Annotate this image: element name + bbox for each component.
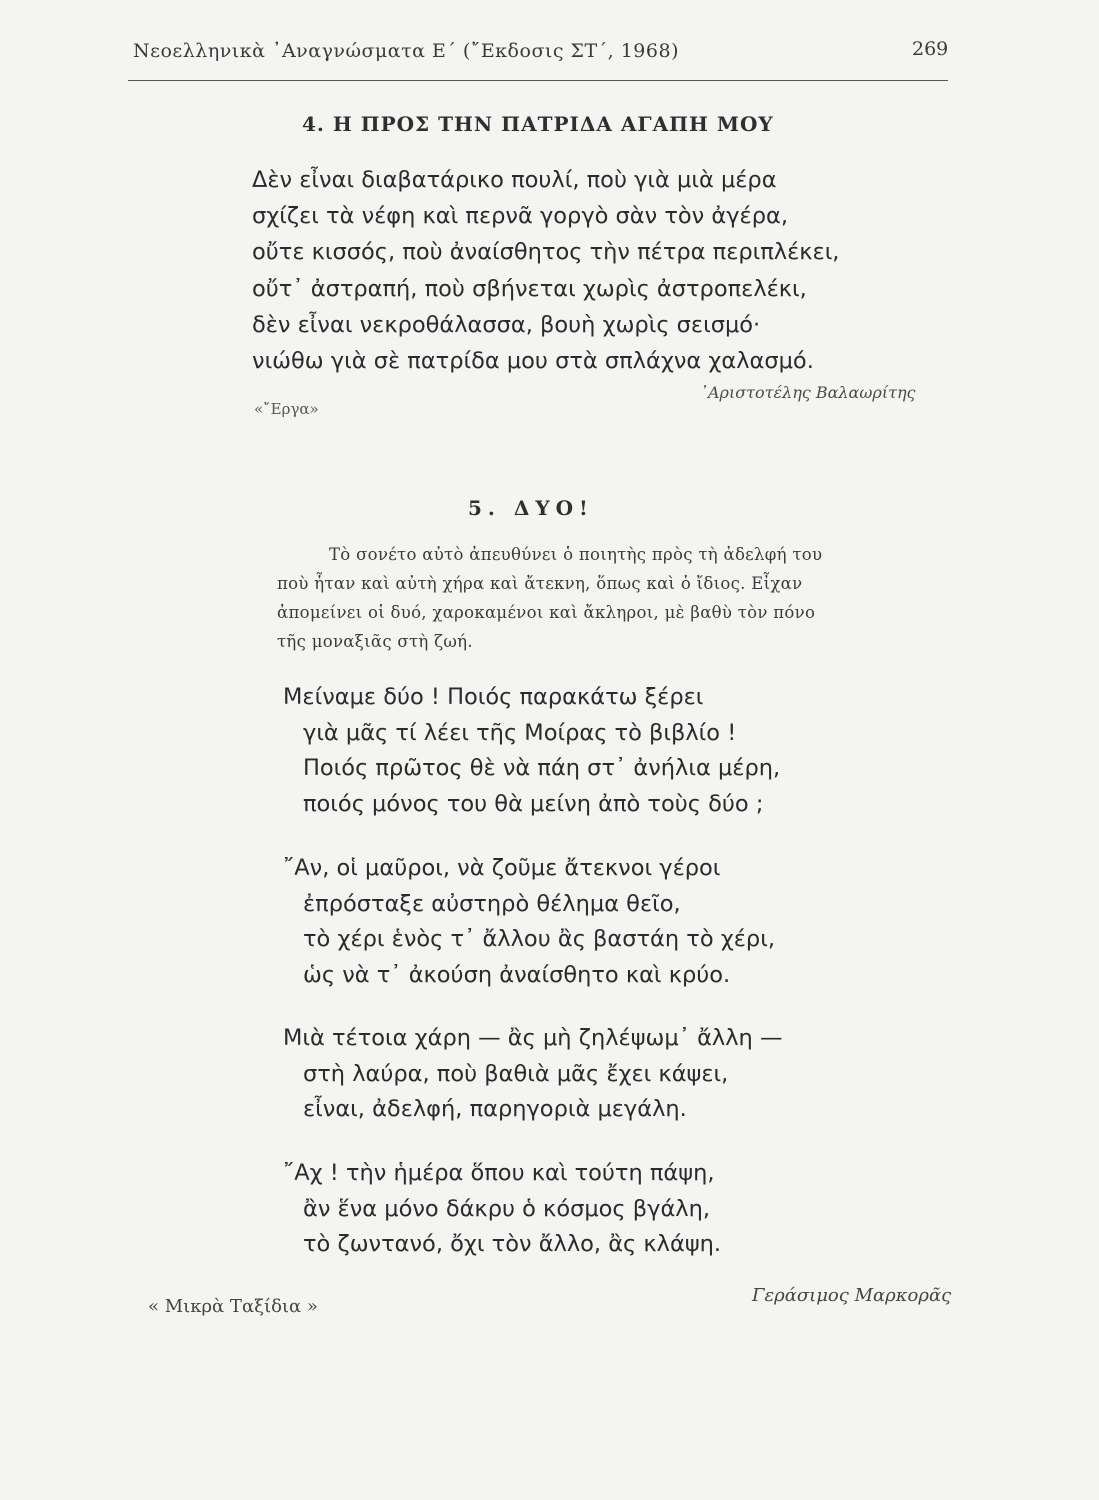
- poem-2-author: Γεράσιμος Μαρκορᾶς: [752, 1285, 952, 1306]
- poem-1-line: δὲν εἶναι νεκροθάλασσα, βουὴ χωρὶς σεισμό·: [252, 311, 761, 338]
- poem-2-line: στὴ λαύρα, ποὺ βαθιὰ μᾶς ἔχει κάψει,: [303, 1060, 729, 1087]
- poem-2-line: ποιός μόνος του θὰ μείνη ἀπὸ τοὺς δύο ;: [303, 790, 764, 817]
- stanza-2: [283, 851, 775, 993]
- poem-1-body: [252, 162, 839, 379]
- page-number: 269: [912, 38, 949, 60]
- poem-1-line: σχίζει τὰ νέφη καὶ περνᾶ γοργὸ σὰν τὸν ἀγέρα,: [252, 203, 788, 230]
- stanza-1: [283, 680, 780, 822]
- poem-2-line: εἶναι, ἀδελφή, παρηγοριὰ μεγάλη.: [303, 1096, 687, 1122]
- poem-2-line: ῎Αχ ! τὴν ἡμέρα ὅπου καὶ τούτη πάψη,: [283, 1160, 715, 1186]
- poem-1-line: νιώθω γιὰ σὲ πατρίδα μου στὰ σπλάχνα χαλασμό.: [252, 348, 814, 375]
- poem-1-line: οὔτ᾿ ἀστραπή, ποὺ σβήνεται χωρὶς ἀστροπελέκι,: [252, 275, 807, 302]
- poem-2-line: τὸ ζωντανό, ὄχι τὸν ἄλλο, ἂς κλάψη.: [303, 1231, 722, 1257]
- poem-1-line: οὔτε κισσός, ποὺ ἀναίσθητος τὴν πέτρα περιπλέκει,: [252, 239, 840, 266]
- stanza-3: [283, 1021, 782, 1128]
- poem-2-line: Μιὰ τέτοια χάρη — ἂς μὴ ζηλέψωμ᾿ ἄλλη —: [283, 1025, 783, 1051]
- poem-2-line: ἂν ἕνα μόνο δάκρυ ὁ κόσμος βγάλη,: [303, 1195, 711, 1222]
- poem-2-line: ἐπρόσταξε αὐστηρὸ θέλημα θεῖο,: [303, 890, 681, 917]
- stanza-4: [283, 1156, 721, 1263]
- poem-2-line: γιὰ μᾶς τί λέει τῆς Μοίρας τὸ βιβλίο !: [303, 719, 737, 746]
- poem-2-line: ῎Αν, οἱ μαῦροι, νὰ ζοῦμε ἄτεκνοι γέροι: [283, 855, 721, 881]
- poem-1-title: 4. Η ΠΡΟΣ ΤΗΝ ΠΑΤΡΙΔΑ ΑΓΑΠΗ ΜΟΥ: [302, 112, 774, 136]
- running-header-title: Νεοελληνικὰ ᾿Αναγνώσματα Ε΄ (῎Εκδοσις ΣΤ΄, 1968): [133, 40, 679, 62]
- intro-line: Τὸ σονέτο αὐτὸ ἀπευθύνει ὁ ποιητὴς πρὸς τὴ ἀδελφή του: [329, 545, 823, 564]
- poem-2-line: Μείναμε δύο ! Ποιός παρακάτω ξέρει: [283, 684, 704, 710]
- intro-line: τῆς μοναξιᾶς στὴ ζωή.: [277, 632, 473, 651]
- poem-2-title: 5. ΔΥΟ!: [468, 496, 594, 520]
- poem-2-line: Ποιός πρῶτος θὲ νὰ πάη στ᾿ ἀνήλια μέρη,: [303, 755, 781, 781]
- poem-2-introduction: [277, 540, 822, 656]
- intro-line: ἀπομείνει οἱ δυό, χαροκαμένοι καὶ ἄκληροι, μὲ βαθὺ τὸν πόνο: [277, 603, 816, 622]
- poem-2-source: « Μικρὰ Ταξίδια »: [148, 1296, 318, 1317]
- intro-line: ποὺ ἦταν καὶ αὐτὴ χήρα καὶ ἄτεκνη, ὅπως καὶ ὁ ἴδιος. Εἶχαν: [277, 574, 803, 593]
- header-divider: [128, 80, 948, 81]
- poem-1-line: Δὲν εἶναι διαβατάρικο πουλί, ποὺ γιὰ μιὰ μέρα: [252, 167, 777, 193]
- poem-1-author: ᾿Αριστοτέλης Βαλαωρίτης: [700, 383, 916, 402]
- poem-2-line: ὡς νὰ τ᾿ ἀκούση ἀναίσθητο καὶ κρύο.: [303, 961, 731, 988]
- poem-2-line: τὸ χέρι ἑνὸς τ᾿ ἄλλου ἂς βαστάη τὸ χέρι,: [303, 926, 775, 952]
- poem-1-source: «῎Εργα»: [254, 400, 319, 418]
